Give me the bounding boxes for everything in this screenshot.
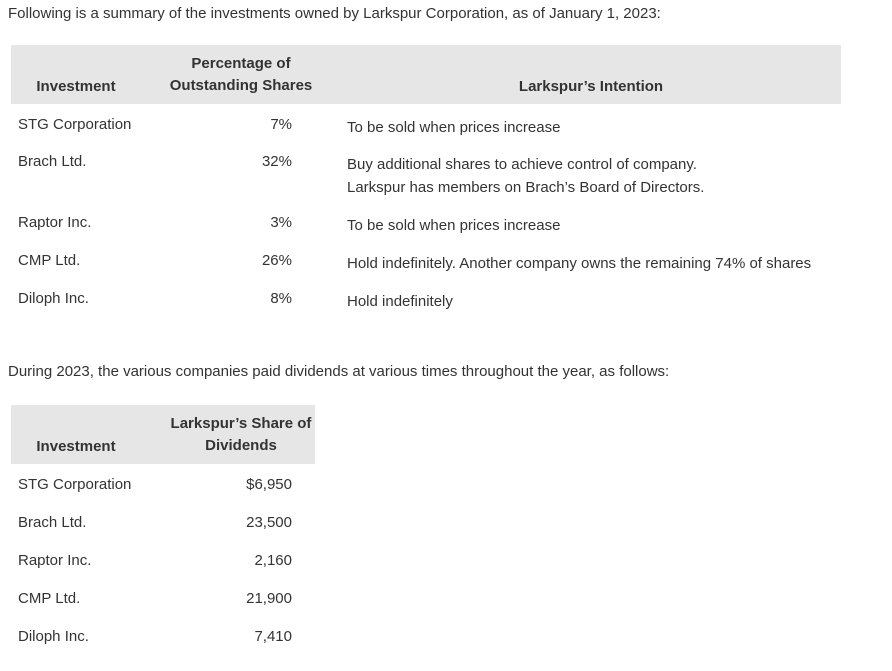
header-dividends-line1: Larkspur’s Share of xyxy=(170,415,312,432)
investment-name: Raptor Inc. xyxy=(18,552,92,569)
investment-name: STG Corporation xyxy=(18,476,132,493)
header-percentage-line1: Percentage of xyxy=(191,55,291,72)
investment-name: Diloph Inc. xyxy=(18,628,89,645)
investment-name: CMP Ltd. xyxy=(18,590,81,607)
investment-name: Brach Ltd. xyxy=(18,153,87,170)
dividend-value: 7,410 xyxy=(254,628,292,645)
percentage-value: 7% xyxy=(270,116,292,133)
dividend-value: 2,160 xyxy=(254,552,292,569)
intention-text xyxy=(347,153,704,199)
percentage-value: 32% xyxy=(261,153,292,170)
dividends-table xyxy=(11,405,315,645)
investment-name: Raptor Inc. xyxy=(18,214,92,231)
table-row xyxy=(11,514,315,534)
table-header xyxy=(11,45,841,104)
header-intention: Larkspur’s Intention xyxy=(518,78,664,95)
intention-line: Hold indefinitely xyxy=(347,293,453,310)
table-row xyxy=(11,476,315,496)
table-header xyxy=(11,405,315,464)
table-row xyxy=(11,590,315,610)
percentage-value: 8% xyxy=(270,290,292,307)
dividend-value: $6,950 xyxy=(246,476,292,493)
intention-text xyxy=(347,290,453,313)
intention-text xyxy=(347,116,560,139)
intention-line: Larkspur has members on Brach’s Board of Directors. xyxy=(347,179,705,196)
header-investment: Investment xyxy=(36,438,116,455)
dividend-value: 21,900 xyxy=(246,590,292,607)
intention-line: To be sold when prices increase xyxy=(347,119,561,136)
dividends-intro-text: During 2023, the various companies paid dividends at various times throughout the year, as follows: xyxy=(8,363,670,380)
percentage-value: 26% xyxy=(261,252,292,269)
header-dividends xyxy=(166,413,316,457)
intention-line: Buy additional shares to achieve control of company. xyxy=(347,156,697,173)
investments-summary-table xyxy=(11,45,841,310)
intention-text xyxy=(347,252,811,275)
header-investment: Investment xyxy=(36,78,116,95)
intro-text: Following is a summary of the investments owned by Larkspur Corporation, as of January 1, 2023: xyxy=(8,5,661,22)
header-dividends-line2: Dividends xyxy=(205,437,277,454)
percentage-value: 3% xyxy=(270,214,292,231)
dividend-value: 23,500 xyxy=(246,514,292,531)
investment-name: STG Corporation xyxy=(18,116,132,133)
intention-text xyxy=(347,214,560,237)
investment-name: CMP Ltd. xyxy=(18,252,81,269)
header-percentage-line2: Outstanding Shares xyxy=(169,77,313,94)
intention-line: Hold indefinitely. Another company owns the remaining 74% of shares xyxy=(347,255,812,272)
table-row xyxy=(11,552,315,572)
investment-name: Brach Ltd. xyxy=(18,514,87,531)
header-percentage xyxy=(166,53,316,97)
intention-line: To be sold when prices increase xyxy=(347,217,561,234)
investment-name: Diloph Inc. xyxy=(18,290,89,307)
table-row xyxy=(11,628,315,648)
